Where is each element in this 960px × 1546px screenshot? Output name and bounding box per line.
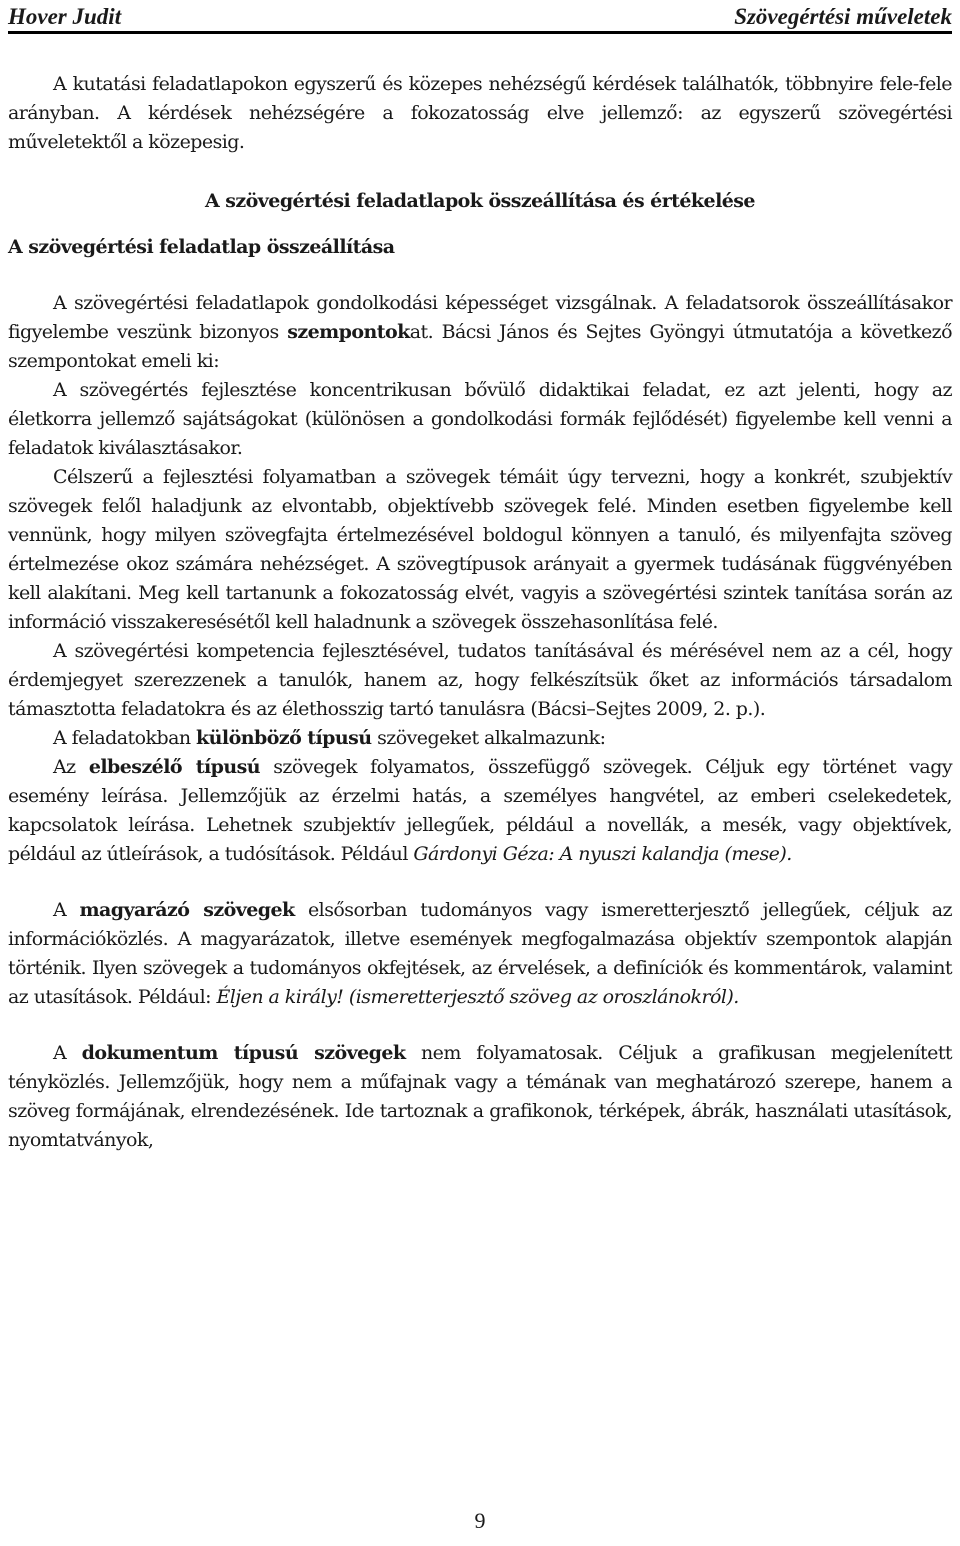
text-run: at. Bácsi János és Sejtes Gyöngyi útmutatója a következő szempontokat emeli ki: <box>8 321 952 372</box>
bold-run: szempontok <box>287 321 410 343</box>
text-run: A <box>53 1042 82 1064</box>
text-run: A feladatokban <box>53 727 197 749</box>
intro-paragraph: A kutatási feladatlapokon egyszerű és közepes nehézségű kérdések találhatók, többnyire fele-fele arányban. A kérdések nehézségére a fokozatosság elve jellemző: az egyszerű szövegértési műveletektől a közepesig. <box>8 73 952 153</box>
header-author: Hover Judit <box>8 4 122 29</box>
paragraph-3: Célszerű a fejlesztési folyamatban a szövegek témáit úgy tervezni, hogy a konkrét, szubjektív szövegek felől haladjunk az elvontabb, objektívebb szövegek felé. Minden esetben figyelembe kell vennünk, hogy milyen szövegfajta értelmezésével boldogul könnyen a tanuló, és milyenfajta szöveg értelmezése okoz számára nehézséget. A szövegtípusok arányait a gyermek tudásának függvényében kell alakítani. Meg kell tartanunk a fokozatosság elvét, vagyis a szövegértési szintek tanítása során az információ visszakeresésétől kell haladnunk a szövegek összehasonlítása felé. <box>8 466 952 633</box>
italic-run: Gárdonyi Géza: A nyuszi kalandja (mese). <box>413 843 792 865</box>
text-run: szövegek folyamatos, összefüggő szövegek. Céljuk egy történet vagy esemény leírása. Jellemzőjük az érzelmi hatás, a személyes hangvétel, az emberi cselekedetek, kapcsolatok leírása. Lehetnek szubjektív jellegűek, például a novellák, a mesék, vagy objektívek, például az útleírások, a tudósítások. Például <box>8 756 952 865</box>
section-heading: A szövegértési feladatlapok összeállítása és értékelése <box>205 190 755 212</box>
bold-run: különböző típusú <box>196 727 372 749</box>
paragraph-5 <box>8 724 952 753</box>
paragraph-document-type <box>8 1039 952 1155</box>
text-run: A <box>53 899 80 921</box>
bold-run: elbeszélő típusú <box>88 756 261 778</box>
subsection-heading: A szövegértési feladatlap összeállítása <box>8 236 395 258</box>
text-run: elsősorban tudományos vagy ismeretterjesztő jellegűek, céljuk az információközlés. A magyarázatok, illetve események megfogalmazása objektív szempontok alapján történik. Ilyen szövegek a tudományos okfejtések, az érvelések, a definíciók és kommentárok, valamint az utasítások. Például: <box>8 899 952 1008</box>
paragraph-narrative <box>8 753 952 869</box>
page-body <box>8 70 952 1155</box>
bold-run: magyarázó szövegek <box>79 899 295 921</box>
page-number: 9 <box>474 1508 486 1533</box>
header-title: Szövegértési műveletek <box>734 4 952 29</box>
paragraph-1 <box>8 289 952 376</box>
text-run: A szövegértési feladatlapok gondolkodási képességet vizsgálnak. A feladatsorok összeállításakor figyelembe veszünk bizonyos <box>8 292 952 343</box>
text-run: Az <box>53 756 89 778</box>
italic-run: Éljen a király! (ismeretterjesztő szöveg az oroszlánokról). <box>216 986 739 1008</box>
paragraph-2: A szövegértés fejlesztése koncentrikusan bővülő didaktikai feladat, ez azt jelenti, hogy az életkorra jellemző sajátságokat (különösen a gondolkodási formák fejlődését) figyelembe kell venni a feladatok kiválasztásakor. <box>8 379 952 459</box>
text-run: szövegeket alkalmazunk: <box>371 727 606 749</box>
running-header <box>8 0 952 34</box>
bold-run: dokumentum típusú szövegek <box>81 1042 406 1064</box>
paragraph-explanatory <box>8 896 952 1012</box>
text-run: nem folyamatosak. Céljuk a grafikusan megjelenített tényközlés. Jellemzőjük, hogy nem a műfajnak vagy a témának van meghatározó szerepe, hanem a szöveg formájának, elrendezésének. Ide tartoznak a grafikonok, térképek, ábrák, használati utasítások, nyomtatványok, <box>8 1042 952 1151</box>
paragraph-4: A szövegértési kompetencia fejlesztésével, tudatos tanításával és mérésével nem az a cél, hogy érdemjegyet szerezzenek a tanulók, hanem az, hogy felkészítsük őket az információs társadalom támasztotta feladatokra és az élethosszig tartó tanulásra (Bácsi–Sejtes 2009, 2. p.). <box>8 640 952 720</box>
